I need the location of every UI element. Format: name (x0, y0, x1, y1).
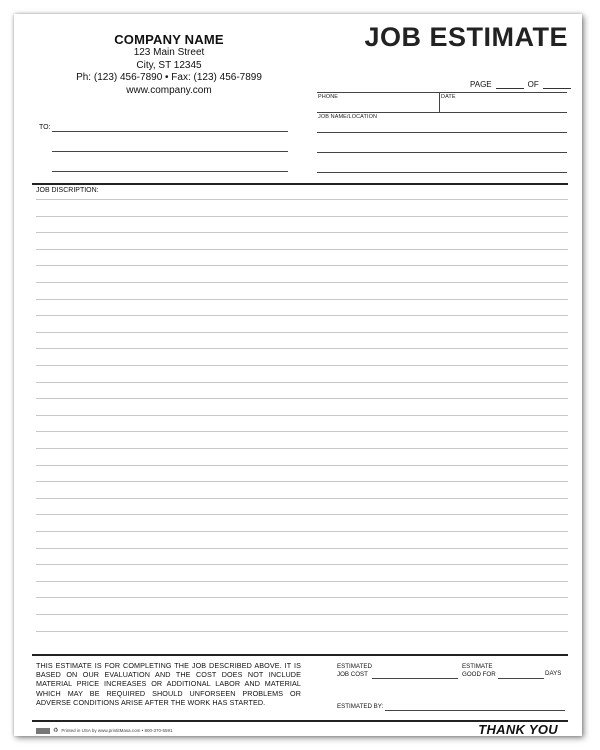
description-line[interactable] (36, 581, 568, 582)
estimated-job-cost-line2: JOB COST (337, 670, 368, 678)
to-line-3[interactable] (52, 171, 288, 172)
description-line[interactable] (36, 631, 568, 632)
description-line[interactable] (36, 199, 568, 200)
description-line[interactable] (36, 548, 568, 549)
estimated-job-cost-label (337, 663, 372, 678)
job-name-location-label: JOB NAME/LOCATION (318, 114, 378, 120)
date-field[interactable] (440, 93, 567, 112)
page-total-blank[interactable] (543, 80, 571, 89)
company-name: COMPANY NAME (114, 32, 224, 47)
form-title: JOB ESTIMATE (364, 22, 568, 52)
description-line[interactable] (36, 531, 568, 532)
to-line-1[interactable] (52, 131, 288, 132)
estimated-job-cost-line1: ESTIMATED (337, 663, 372, 670)
estimated-job-cost-blank[interactable] (372, 678, 458, 679)
description-top-rule (32, 183, 568, 185)
description-line[interactable] (36, 315, 568, 316)
job-description-label: JOB DISCRIPTION: (36, 187, 99, 194)
estimate-good-for-label (462, 663, 496, 678)
good-for-days-blank[interactable] (498, 678, 544, 679)
job-location-line-2[interactable] (317, 152, 567, 153)
company-website: www.company.com (126, 84, 212, 96)
description-line[interactable] (36, 431, 568, 432)
company-contact: Ph: (123) 456-7890 • Fax: (123) 456-7899 (76, 72, 262, 83)
description-line[interactable] (36, 398, 568, 399)
description-line[interactable] (36, 348, 568, 349)
description-line[interactable] (36, 498, 568, 499)
description-line[interactable] (36, 232, 568, 233)
description-line[interactable] (36, 597, 568, 598)
estimate-good-for-line2: GOOD FOR (462, 670, 496, 678)
of-label: OF (527, 80, 539, 89)
description-line[interactable] (36, 249, 568, 250)
description-line[interactable] (36, 365, 568, 366)
phone-field[interactable] (317, 93, 438, 112)
description-line[interactable] (36, 614, 568, 615)
days-label: DAYS (545, 670, 562, 677)
page-label: PAGE (470, 80, 492, 89)
description-line[interactable] (36, 415, 568, 416)
description-line[interactable] (36, 299, 568, 300)
description-line[interactable] (36, 448, 568, 449)
description-line[interactable] (36, 465, 568, 466)
company-city: City, ST 12345 (136, 59, 202, 71)
description-line[interactable] (36, 332, 568, 333)
printer-credit (36, 727, 173, 734)
job-location-line-3[interactable] (317, 172, 567, 173)
thank-you-text: THANK YOU (478, 722, 558, 737)
phone-date-bottom-rule (317, 112, 567, 113)
estimate-disclaimer: THIS ESTIMATE IS FOR COMPLETING THE JOB DESCRIBED ABOVE. IT IS BASED ON OUR EVALUATION AND THE COST DOES NOT INCLUDE MATERIAL PRICE INCREASES OR ADDITIONAL LABOR AND MATERIAL WHICH MAY BE REQUIRED SHOULD UNFORSEEN PROBLEMS OR ADVERSE CONDITIONS ARISE AFTER THE WORK HAS STARTED. (36, 661, 301, 707)
to-label: TO: (39, 124, 51, 131)
footer-top-rule (32, 654, 568, 656)
printed-note: Printed in USA by www.printitMasa.com • 800-370-5591 (61, 728, 173, 733)
job-location-line-1[interactable] (317, 132, 567, 133)
description-line[interactable] (36, 564, 568, 565)
description-line[interactable] (36, 282, 568, 283)
estimated-by-blank[interactable] (385, 710, 565, 711)
date-label: DATE (441, 94, 456, 100)
estimated-by-label: ESTIMATED BY: (337, 703, 384, 710)
printer-logo-icon (36, 728, 50, 734)
description-line[interactable] (36, 481, 568, 482)
recycle-icon: ♻ (53, 728, 59, 734)
estimate-form-page (14, 14, 582, 736)
page-number-blank[interactable] (496, 80, 524, 89)
description-line[interactable] (36, 216, 568, 217)
description-line[interactable] (36, 514, 568, 515)
page-number-field (470, 80, 571, 89)
company-info (54, 32, 284, 97)
phone-label: PHONE (318, 94, 339, 100)
description-line[interactable] (36, 382, 568, 383)
estimate-good-for-line1: ESTIMATE (462, 663, 493, 670)
to-line-2[interactable] (52, 151, 288, 152)
company-street: 123 Main Street (133, 47, 205, 58)
description-line[interactable] (36, 265, 568, 266)
